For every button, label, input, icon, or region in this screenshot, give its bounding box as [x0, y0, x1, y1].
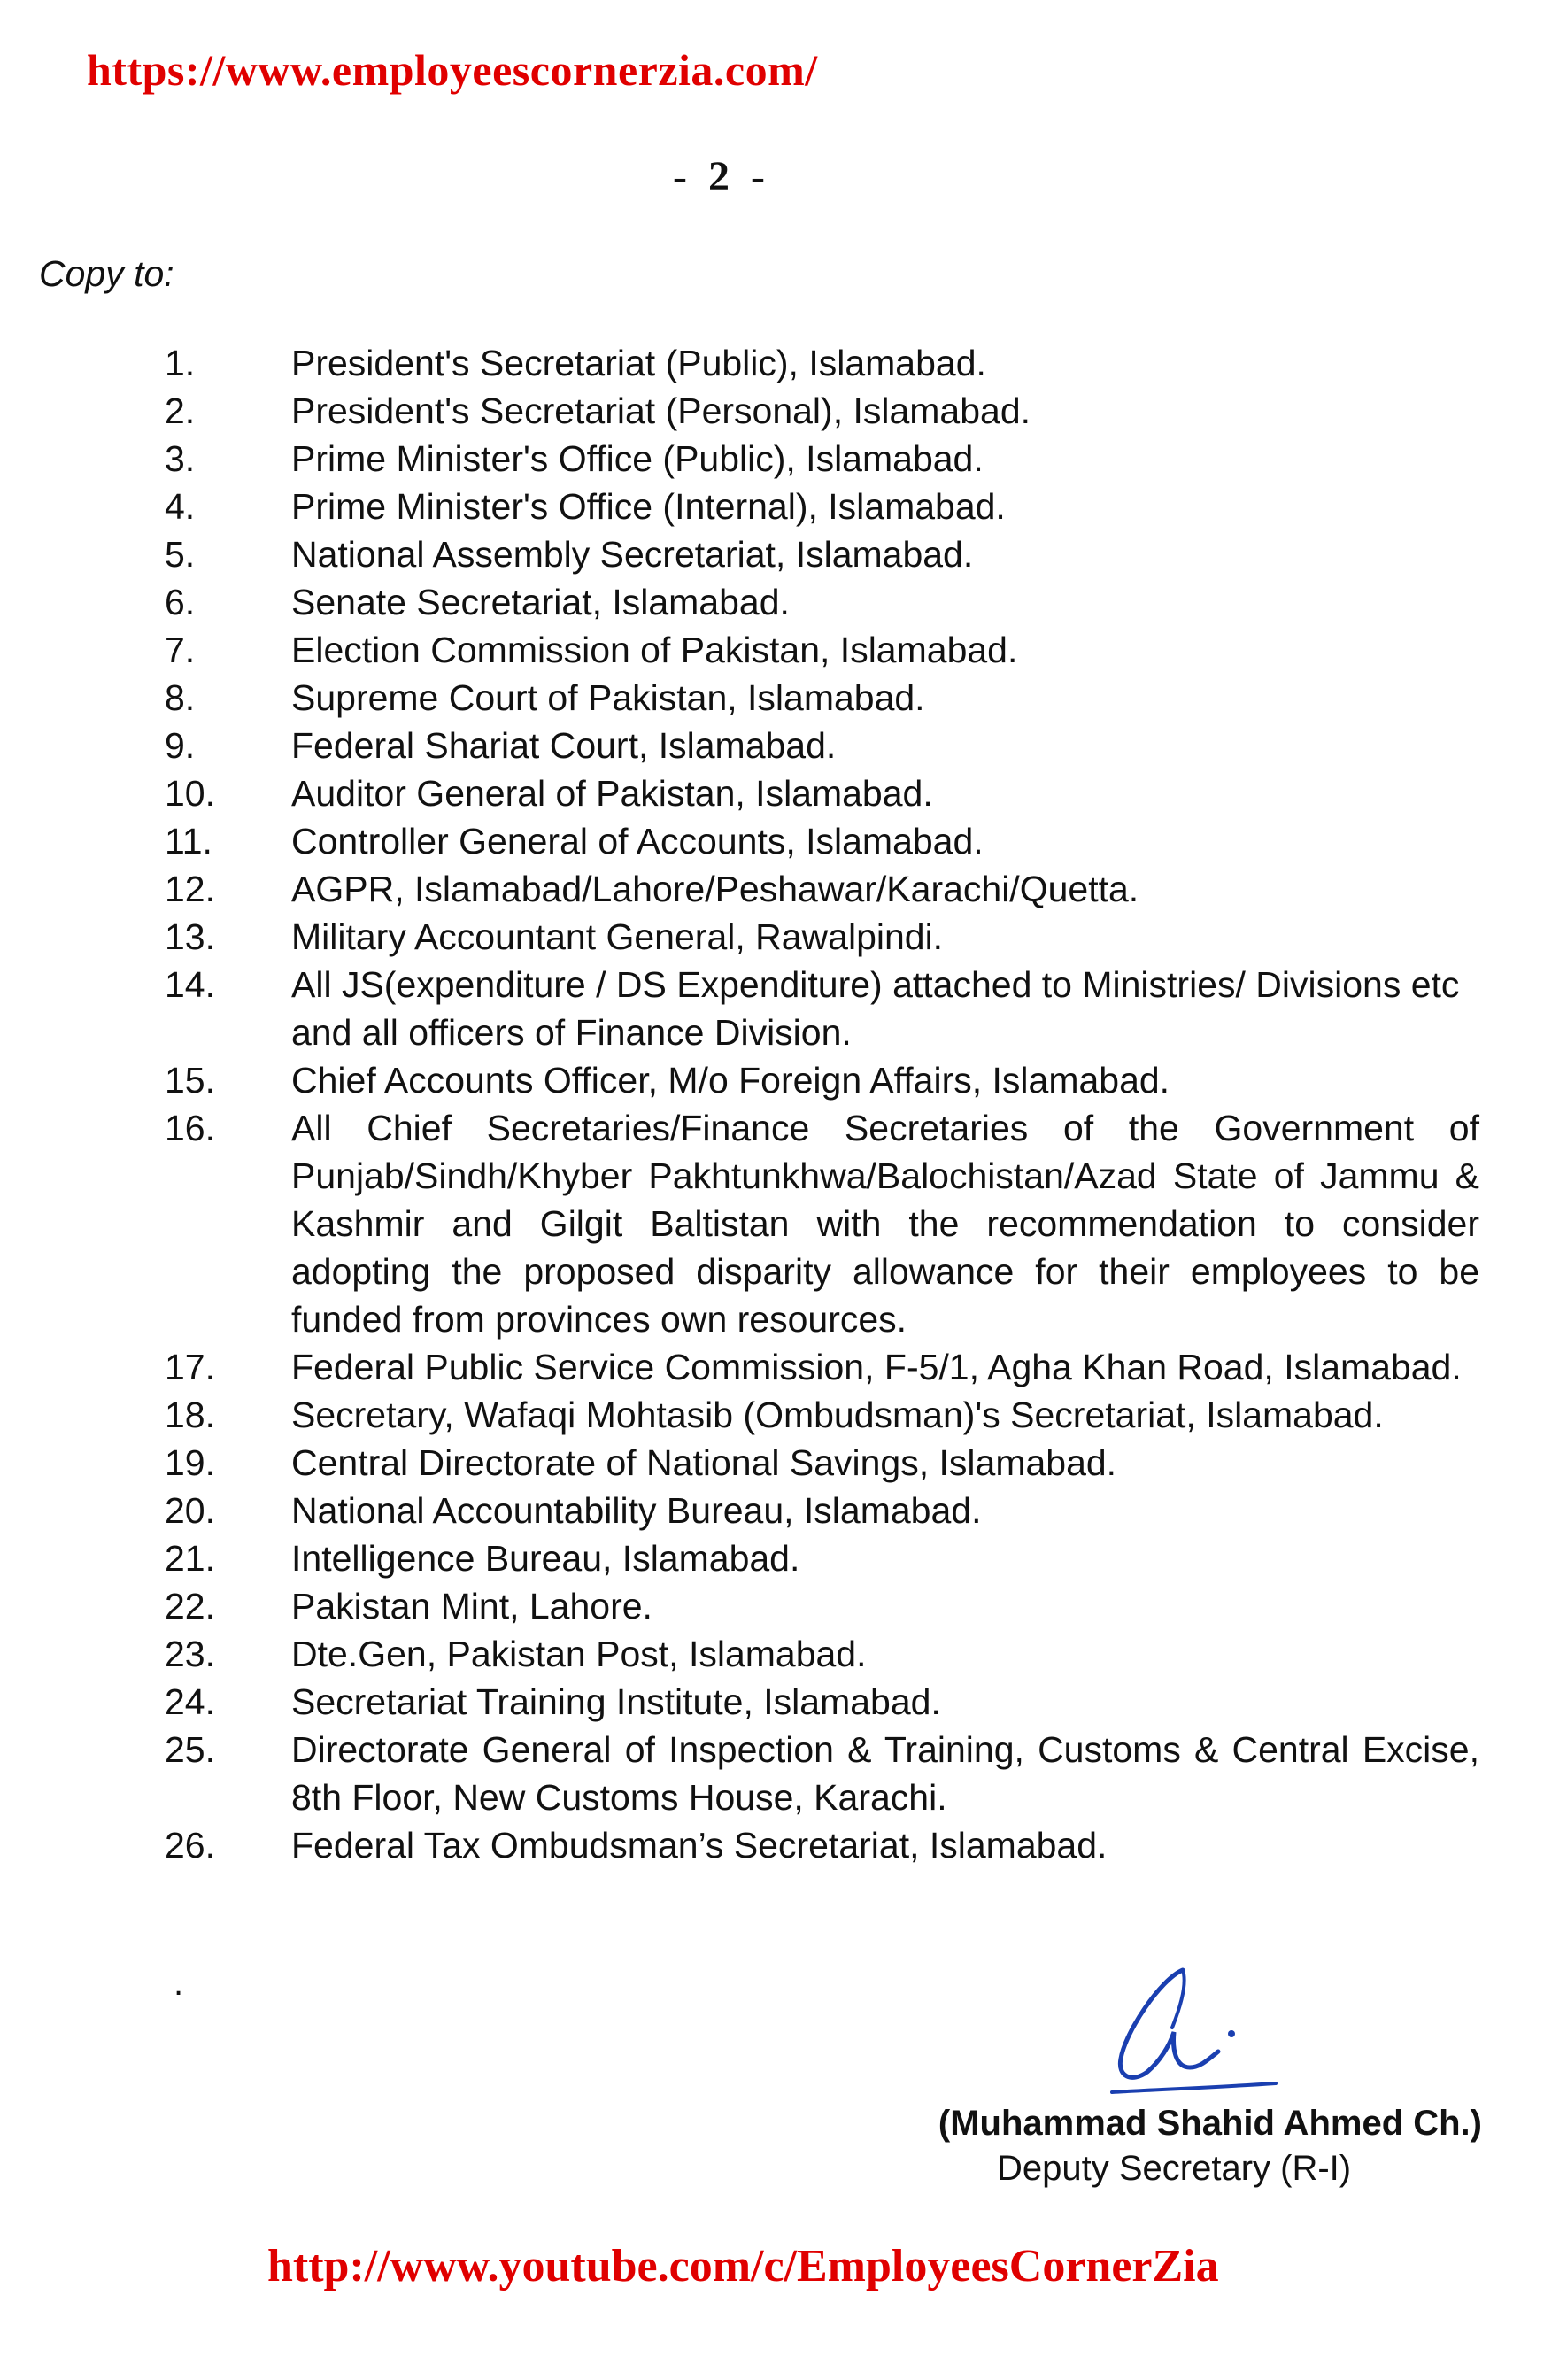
item-number: 21.	[165, 1538, 215, 1579]
item-text: Pakistan Mint, Lahore.	[291, 1586, 652, 1627]
stray-dot: .	[174, 1964, 184, 2003]
recipient-list	[0, 339, 1544, 1869]
item-number: 1.	[165, 343, 196, 383]
page-number: - 2 -	[673, 153, 770, 200]
item-text: All JS(expenditure / DS Expenditure) attached to Ministries/ Divisions etc and all officers of Finance Division.	[291, 964, 1460, 1053]
list-item	[0, 1056, 1544, 1104]
list-item	[0, 1391, 1544, 1439]
item-number: 17.	[165, 1347, 215, 1387]
list-item	[0, 483, 1544, 530]
list-item	[0, 1726, 1544, 1821]
item-number: 25.	[165, 1729, 215, 1770]
item-number: 22.	[165, 1586, 215, 1627]
list-item	[0, 1343, 1544, 1391]
item-number: 6.	[165, 582, 196, 622]
item-text: National Assembly Secretariat, Islamabad.	[291, 534, 974, 575]
item-text: Federal Shariat Court, Islamabad.	[291, 725, 837, 766]
item-text: All Chief Secretaries/Finance Secretaries of the Government of Punjab/Sindh/Khyber Pakhtunkhwa/Balochistan/Azad State of Jammu & Kashmir and Gilgit Baltistan with the recommendation to consider adopting the proposed disparity allowance for their employees to be funded from provinces own resources.	[291, 1108, 1479, 1340]
item-text: President's Secretariat (Public), Islamabad.	[291, 343, 986, 383]
item-number: 8.	[165, 677, 196, 718]
list-item	[0, 722, 1544, 769]
item-number: 16.	[165, 1108, 215, 1148]
item-number: 20.	[165, 1490, 215, 1531]
item-number: 5.	[165, 534, 196, 575]
item-text: Prime Minister's Office (Public), Islamabad.	[291, 438, 984, 479]
list-item	[0, 1582, 1544, 1630]
item-number: 24.	[165, 1681, 215, 1722]
item-number: 13.	[165, 916, 215, 957]
list-item	[0, 1630, 1544, 1678]
item-number: 15.	[165, 1060, 215, 1101]
list-item	[0, 674, 1544, 722]
list-item	[0, 913, 1544, 961]
list-item	[0, 578, 1544, 626]
list-item	[0, 817, 1544, 865]
item-text: Prime Minister's Office (Internal), Islamabad.	[291, 486, 1006, 527]
item-text: National Accountability Bureau, Islamabad.	[291, 1490, 982, 1531]
item-text: Secretariat Training Institute, Islamabad.	[291, 1681, 941, 1722]
item-text: Intelligence Bureau, Islamabad.	[291, 1538, 800, 1579]
item-text: Chief Accounts Officer, M/o Foreign Affairs, Islamabad.	[291, 1060, 1170, 1101]
copy-to-heading: Copy to:	[39, 253, 174, 294]
list-item	[0, 387, 1544, 435]
signatory-title: Deputy Secretary (R-I)	[997, 2149, 1352, 2188]
list-item	[0, 1104, 1544, 1343]
list-item	[0, 865, 1544, 913]
item-text: Senate Secretariat, Islamabad.	[291, 582, 790, 622]
list-item	[0, 961, 1544, 1056]
item-number: 10.	[165, 773, 215, 814]
item-number: 11.	[165, 821, 212, 862]
item-number: 26.	[165, 1825, 215, 1866]
item-text: Auditor General of Pakistan, Islamabad.	[291, 773, 933, 814]
list-item	[0, 626, 1544, 674]
item-text: Federal Tax Ombudsman’s Secretariat, Islamabad.	[291, 1825, 1108, 1866]
item-number: 14.	[165, 964, 215, 1005]
list-item	[0, 339, 1544, 387]
item-text: Federal Public Service Commission, F-5/1, Agha Khan Road, Islamabad.	[291, 1347, 1462, 1387]
item-text: AGPR, Islamabad/Lahore/Peshawar/Karachi/Quetta.	[291, 869, 1139, 909]
item-number: 2.	[165, 390, 196, 431]
list-item	[0, 530, 1544, 578]
list-item	[0, 1439, 1544, 1487]
list-item	[0, 1487, 1544, 1534]
handwritten-signature	[1077, 1943, 1289, 2112]
list-item	[0, 1821, 1544, 1869]
item-number: 7.	[165, 630, 196, 670]
item-number: 4.	[165, 486, 196, 527]
item-text: Secretary, Wafaqi Mohtasib (Ombudsman)'s Secretariat, Islamabad.	[291, 1395, 1384, 1435]
item-number: 19.	[165, 1442, 215, 1483]
item-number: 9.	[165, 725, 196, 766]
item-text: Central Directorate of National Savings, Islamabad.	[291, 1442, 1117, 1483]
item-text: President's Secretariat (Personal), Islamabad.	[291, 390, 1031, 431]
item-number: 3.	[165, 438, 196, 479]
signatory-name: (Muhammad Shahid Ahmed Ch.)	[938, 2104, 1482, 2143]
item-number: 23.	[165, 1634, 215, 1674]
list-item	[0, 769, 1544, 817]
header-website-link[interactable]: https://www.employeescornerzia.com/	[87, 45, 818, 95]
item-text: Military Accountant General, Rawalpindi.	[291, 916, 944, 957]
footer-youtube-link[interactable]: http://www.youtube.com/c/EmployeesCornerZia	[267, 2241, 1219, 2291]
list-item	[0, 435, 1544, 483]
item-text: Controller General of Accounts, Islamabad.	[291, 821, 984, 862]
item-text: Directorate General of Inspection & Training, Customs & Central Excise, 8th Floor, New Customs House, Karachi.	[291, 1729, 1479, 1818]
item-text: Election Commission of Pakistan, Islamabad.	[291, 630, 1018, 670]
list-item	[0, 1534, 1544, 1582]
item-text: Dte.Gen, Pakistan Post, Islamabad.	[291, 1634, 867, 1674]
item-number: 12.	[165, 869, 215, 909]
item-number: 18.	[165, 1395, 215, 1435]
list-item	[0, 1678, 1544, 1726]
item-text: Supreme Court of Pakistan, Islamabad.	[291, 677, 925, 718]
